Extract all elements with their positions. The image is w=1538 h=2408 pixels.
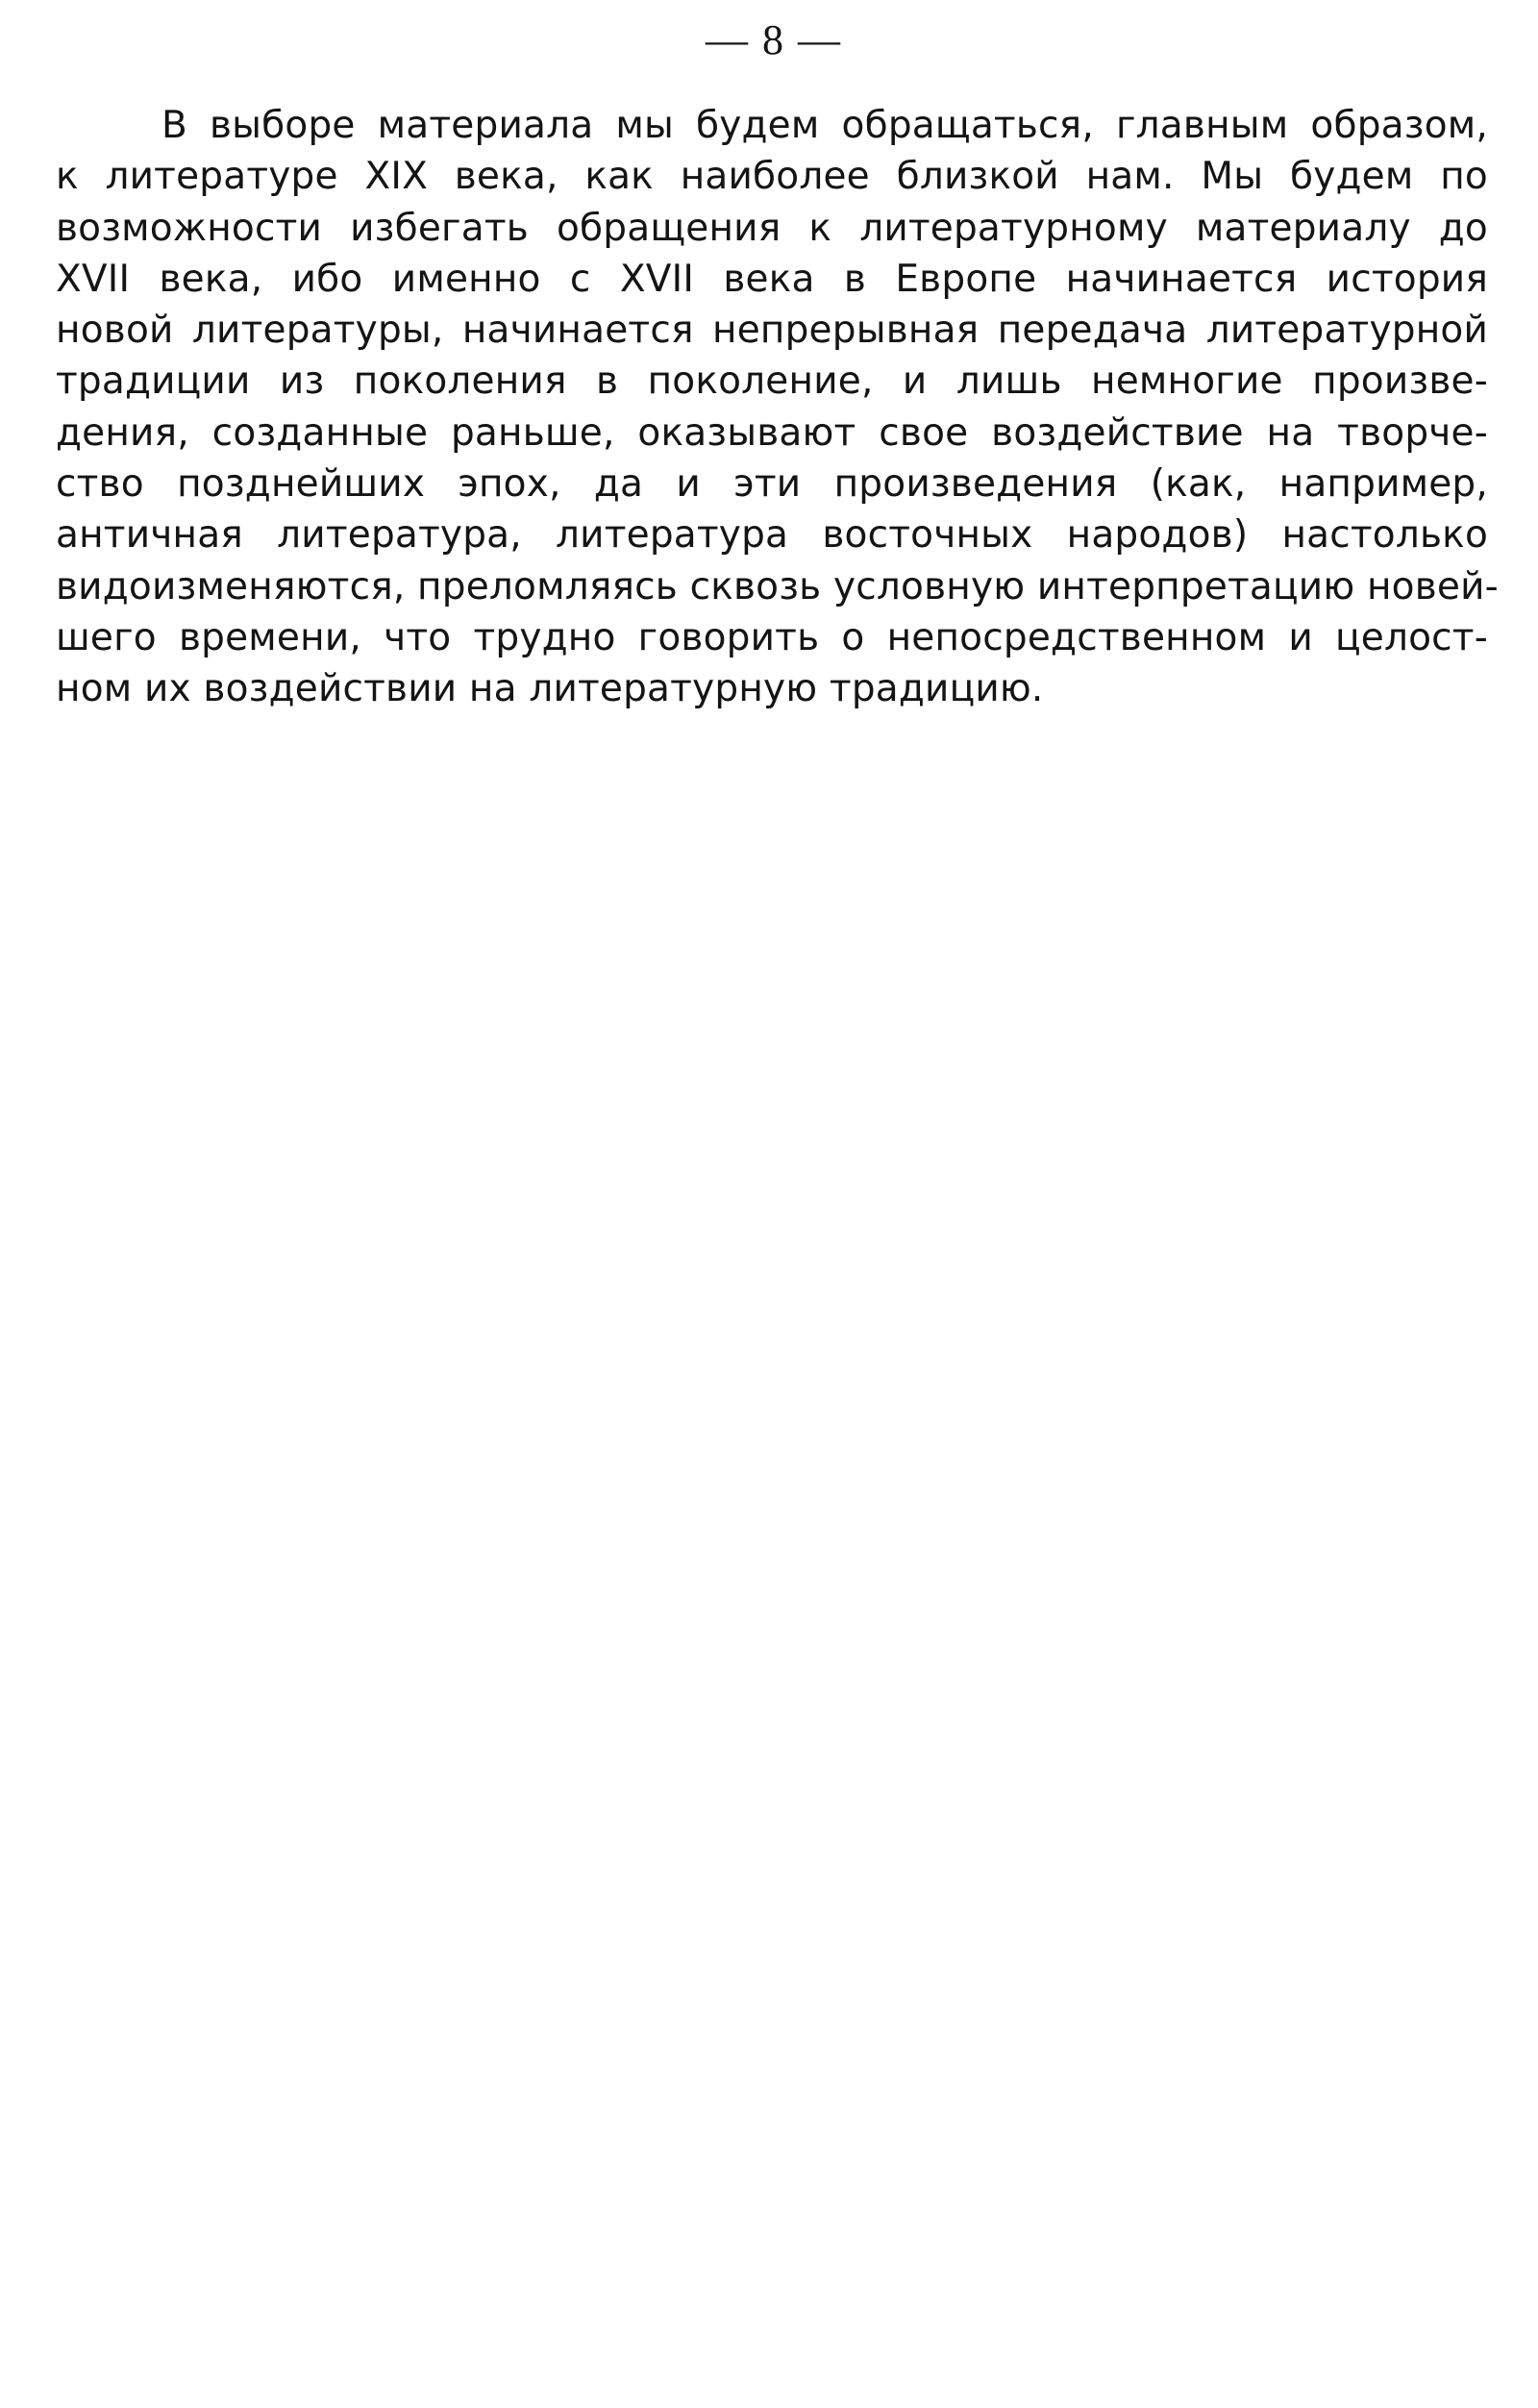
page-number: — 8 — [706, 16, 842, 63]
paragraph-line: возможности избегать обращения к литературному материалу до [56, 206, 1488, 250]
paragraph-line: шего времени, что трудно говорить о непосредственном и целост- [56, 615, 1488, 659]
body-paragraph [56, 100, 1499, 715]
paragraph-line: античная литература, литература восточных народов) настолько [56, 513, 1488, 558]
paragraph-line: ство позднейших эпох, да и эти произведения (как, например, [56, 462, 1488, 507]
paragraph-line: к литературе XIX века, как наиболее близкой нам. Мы будем по [56, 155, 1488, 199]
paragraph-line: новой литературы, начинается непрерывная передача литературной [56, 309, 1488, 353]
paragraph-line: традиции из поколения в поколение, и лишь немногие произве- [56, 360, 1488, 404]
paragraph-line: видоизменяются, преломляясь сквозь условную интерпретацию новей- [56, 564, 1499, 608]
paragraph-line: XVII века, ибо именно с XVII века в Европе начинается история [56, 257, 1488, 301]
paragraph-line: ном их воздействии на литературную традицию. [56, 667, 1044, 711]
paragraph-line: В выборе материала мы будем обращаться, главным образом, [161, 104, 1488, 147]
paragraph-line: дения, созданные раньше, оказывают свое воздействие на творче- [56, 410, 1488, 455]
